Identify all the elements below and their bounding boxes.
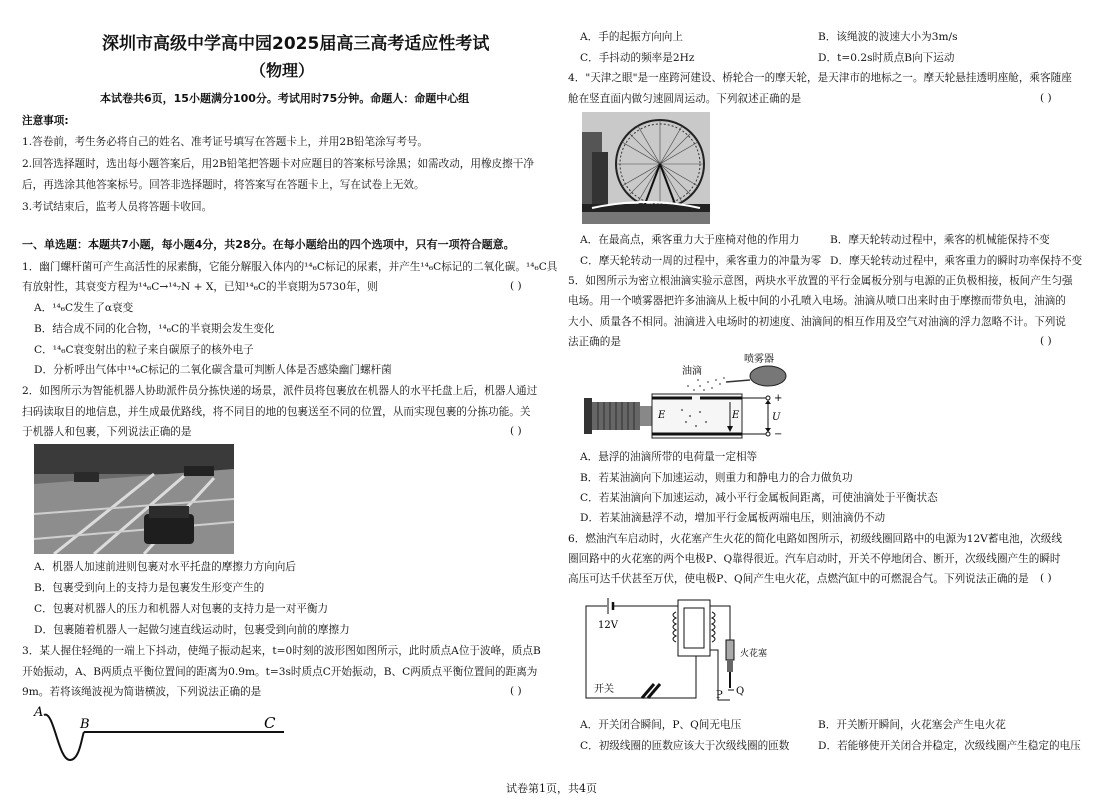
- q4-stem: 舱在竖直面内做匀速圆周运动。下列叙述正确的是: [568, 93, 802, 105]
- q6-option-d: D．若能够使开关闭合并稳定，次级线圈产生稳定的电压: [818, 740, 1081, 752]
- q2-stem: 于机器人和包裹，下列说法正确的是: [22, 426, 192, 438]
- q1-stem: 1．幽门螺杆菌可产生高活性的尿素酶，它能分解服入体内的¹⁴₆C标记的尿素，并产生¹⁴₆C标记的二氧化碳。¹⁴₆C具: [22, 261, 558, 273]
- q5-stem: 电场。用一个喷雾器把许多油滴从上板中间的小孔喷入电场。油滴从喷口出来时由于摩擦而带负电，油滴的: [568, 295, 1066, 307]
- answer-paren: ( ): [1040, 335, 1052, 347]
- q3-option-d: D．t=0.2s时质点B向下运动: [818, 52, 955, 64]
- subject-title: （物理）: [250, 61, 315, 80]
- sprayer-label: 喷雾器: [744, 354, 774, 365]
- q6-stem: 高压可达千伏甚至万伏，使电极P、Q间产生电火花，点燃汽缸中的可燃混合气。下列说法正确的是: [568, 573, 1029, 585]
- q5-option-d: D．若某油滴悬浮不动，增加平行金属板两端电压，则油滴仍不动: [580, 512, 886, 524]
- q6-option-c: C．初级线圈的匝数应该大于次级线圈的匝数: [580, 740, 790, 752]
- q2-option-a: A．机器人加速前进则包裹对水平托盘的摩擦力方向向后: [34, 561, 296, 573]
- plus-label: +: [774, 393, 783, 404]
- q3-stem: 3．某人握住轻绳的一端上下抖动，使绳子振动起来，t=0时刻的波形图如图所示，此时质点A位于波峰，质点B: [22, 645, 541, 657]
- ferris-wheel-photo: [582, 112, 710, 224]
- q4-option-b: B．摩天轮转动过程中，乘客的机械能保持不变: [830, 234, 1050, 246]
- robot-photo: [34, 444, 234, 554]
- q5-stem: 法正确的是: [568, 336, 621, 348]
- q6-stem: 圈回路中的火花塞的两个电极P、Q靠得很近。汽车启动时，开关不停地闭合、断开，次级线圈产生的瞬时: [568, 553, 1061, 565]
- page-footer: 试卷第1页，共4页: [506, 782, 597, 795]
- wave-label-b: B: [80, 717, 90, 732]
- section-heading: 一、单选题：本题共7小题，每小题4分，共28分。在每小题给出的四个选项中，只有一项符合题意。: [22, 238, 515, 251]
- q3-option-b: B．该绳波的波速大小为3m/s: [818, 31, 958, 43]
- q3-stem: 开始振动，A、B两质点平衡位置间的距离为0.9m。t=3s时质点C开始振动，B、C两质点平衡位置间的距离为: [22, 666, 538, 678]
- notice-item: 1.答卷前，考生务必将自己的姓名、准考证号填写在答题卡上，并用2B铅笔涂写考号。: [22, 136, 429, 148]
- q1-option-b: B．结合成不同的化合物，¹⁴₆C的半衰期会发生变化: [34, 323, 275, 335]
- spark-plug-text: 火花塞: [740, 649, 768, 659]
- field-label-e: E: [732, 410, 740, 421]
- notice-item: 2.回答选择题时，选出每小题答案后，用2B铅笔把答题卡对应题目的答案标号涂黑；如需改动，用橡皮擦干净: [22, 158, 534, 170]
- wave-label-a: A: [34, 705, 44, 720]
- q1-option-a: A．¹⁴₆C发生了α衰变: [34, 302, 134, 314]
- spark-plug-label: [740, 647, 767, 659]
- q4-option-c: C．摩天轮转动一周的过程中，乘客重力的冲量为零: [580, 255, 822, 267]
- q2-stem: 扫码读取目的地信息，并生成最优路线，将不同目的地的包裹送至不同的位置，从而实现包裹的分拣功能。关: [22, 406, 531, 418]
- q5-option-a: A．悬浮的油滴所带的电荷量一定相等: [580, 451, 758, 463]
- electrode-p-label: P: [716, 690, 723, 701]
- answer-paren: ( ): [510, 280, 522, 292]
- minus-label: −: [774, 429, 783, 440]
- q2-option-c: C．包裹对机器人的压力和机器人对包裹的支持力是一对平衡力: [34, 603, 329, 615]
- voltage-label: U: [772, 412, 781, 423]
- answer-paren: ( ): [1040, 92, 1052, 104]
- switch-label: 开关: [594, 684, 614, 695]
- q6-option-a: A．开关闭合瞬间，P、Q间无电压: [580, 719, 742, 731]
- exam-title: 深圳市高级中学高中园2025届高三高考适应性考试: [102, 34, 490, 54]
- exam-info: 本试卷共6页，15小题满分100分。考试用时75分钟。命题人：命题中心组: [100, 92, 470, 105]
- ferris-wheel-art: [582, 112, 710, 224]
- oil-drop-label: 油滴: [682, 366, 702, 377]
- notice-item: 后，再选涂其他答案标号。回答非选择题时，将答案写在答题卡上，写在试卷上无效。: [22, 179, 425, 191]
- q2-option-d: D．包裹随着机器人一起做匀速直线运动时，包裹受到向前的摩擦力: [34, 624, 350, 636]
- q5-stem: 5．如图所示为密立根油滴实验示意图，两块水平放置的平行金属板分别与电源的正负极相接，板间产生匀强: [568, 275, 1073, 287]
- q4-stem: 4．"天津之眼"是一座跨河建设、桥轮合一的摩天轮，是天津市的地标之一。摩天轮悬挂透明座舱，乘客随座: [568, 72, 1072, 84]
- q3-stem: 9m。若将该绳波视为简谐横波，下列说法正确的是: [22, 686, 262, 698]
- answer-paren: ( ): [510, 425, 522, 437]
- q2-option-b: B．包裹受到向上的支持力是包裹发生形变产生的: [34, 582, 265, 594]
- q1-option-c: C．¹⁴₆C衰变射出的粒子来自碳原子的核外电子: [34, 344, 254, 356]
- q6-stem: 6．燃油汽车启动时，火花塞产生火花的简化电路如图所示，初级线圈回路中的电源为12V蓄电池，次级线: [568, 533, 1062, 545]
- q5-option-b: B．若某油滴向下加速运动，则重力和静电力的合力做负功: [580, 472, 853, 484]
- battery-label: 12V: [598, 620, 618, 631]
- answer-paren: ( ): [510, 685, 522, 697]
- q1-option-d: D．分析呼出气体中¹⁴₆C标记的二氧化碳含量可判断人体是否感染幽门螺杆菌: [34, 364, 392, 376]
- field-label-e: E: [658, 410, 666, 421]
- ignition-circuit: [582, 592, 782, 710]
- q5-option-c: C．若某油滴向下加速运动，减小平行金属板间距离，可使油滴处于平衡状态: [580, 492, 938, 504]
- wave-diagram: [22, 700, 322, 770]
- q4-option-d: D．摩天轮转动过程中，乘客重力的瞬时功率保持不变: [830, 255, 1083, 267]
- q3-option-a: A．手的起振方向向上: [580, 31, 683, 43]
- q1-stem: 有放射性，其衰变方程为¹⁴₆C→¹⁴₇N + X，已知¹⁴₆C的半衰期为5730年，则: [22, 281, 378, 293]
- q6-option-b: B．开关断开瞬间，火花塞会产生电火花: [818, 719, 1006, 731]
- q4-option-a: A．在最高点，乘客重力大于座椅对他的作用力: [580, 234, 800, 246]
- q5-stem: 大小、质量各不相同。油滴进入电场时的初速度、油滴间的相互作用及空气对油滴的浮力忽略不计。下列说: [568, 316, 1066, 328]
- answer-paren: ( ): [1040, 572, 1052, 584]
- q3-option-c: C．手抖动的频率是2Hz: [580, 52, 695, 64]
- notice-item: 3.考试结束后，监考人员将答题卡收回。: [22, 201, 213, 213]
- notice-heading: 注意事项:: [22, 115, 69, 127]
- electrode-q-label: Q: [736, 686, 745, 697]
- wave-label-c: C: [264, 714, 276, 732]
- millikan-diagram: [578, 352, 808, 448]
- q2-stem: 2．如图所示为智能机器人协助派件员分拣快递的场景，派件员将包裹放在机器人的水平托盘上后，机器人通过: [22, 385, 538, 397]
- robot-photo-art: [34, 444, 234, 554]
